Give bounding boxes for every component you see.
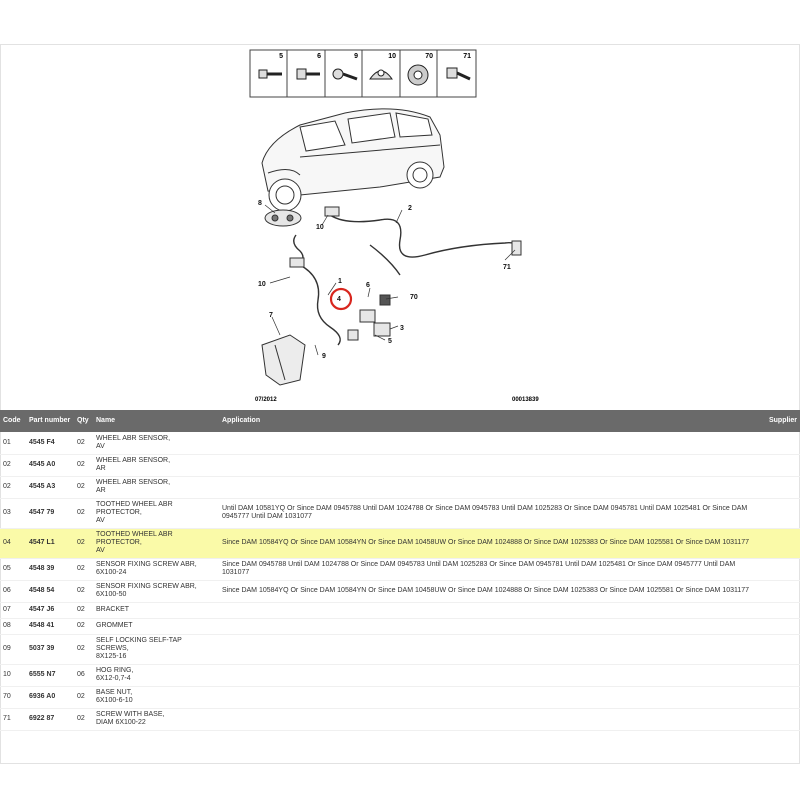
cell-part-name: TOOTHED WHEEL ABR PROTECTOR, AV xyxy=(93,498,219,528)
cell-part-name: GROMMET xyxy=(93,618,219,634)
cell-qty: 02 xyxy=(74,528,93,558)
cell-supplier xyxy=(754,432,800,454)
header-name: Name xyxy=(93,410,219,432)
cell-part-name: SCREW WITH BASE, DIAM 6X100-22 xyxy=(93,708,219,730)
parts-table xyxy=(0,410,800,731)
cell-code: 05 xyxy=(0,558,26,580)
cell-part-number: 4545 F4 xyxy=(26,432,74,454)
cell-supplier xyxy=(754,558,800,580)
cell-code: 70 xyxy=(0,686,26,708)
cell-application xyxy=(219,686,754,708)
cell-part-number: 4547 79 xyxy=(26,498,74,528)
table-row[interactable] xyxy=(0,558,800,580)
header-part-number: Part number xyxy=(26,410,74,432)
callout-4: 4 xyxy=(337,296,341,303)
top-part-6: 6 xyxy=(317,53,321,60)
table-row[interactable] xyxy=(0,686,800,708)
table-row[interactable] xyxy=(0,708,800,730)
cell-part-number: 4547 J6 xyxy=(26,602,74,618)
table-row[interactable] xyxy=(0,618,800,634)
table-header-row xyxy=(0,410,800,432)
frame-bottom-border xyxy=(0,763,800,764)
cell-part-name: SELF LOCKING SELF-TAP SCREWS, 8X125-16 xyxy=(93,634,219,664)
sensor-parts xyxy=(348,295,390,340)
cell-part-number: 4548 39 xyxy=(26,558,74,580)
cell-code: 07 xyxy=(0,602,26,618)
cell-part-name: WHEEL ABR SENSOR, AR xyxy=(93,454,219,476)
cell-code: 02 xyxy=(0,454,26,476)
cell-part-number: 5037 39 xyxy=(26,634,74,664)
cell-application: Since DAM 0945788 Until DAM 1024788 Or Since DAM 0945783 Until DAM 1025283 Or Since DAM 0945781 Until DAM 1025481 Or Since DAM 0945777 Until DAM 1031077 xyxy=(219,558,754,580)
cell-supplier xyxy=(754,708,800,730)
cell-supplier xyxy=(754,618,800,634)
table-row[interactable] xyxy=(0,528,800,558)
cell-qty: 02 xyxy=(74,454,93,476)
cell-application xyxy=(219,432,754,454)
cell-qty: 02 xyxy=(74,476,93,498)
header-application: Application xyxy=(219,410,754,432)
cell-application xyxy=(219,618,754,634)
callout-10a: 10 xyxy=(316,224,324,231)
cell-part-number: 6922 87 xyxy=(26,708,74,730)
callout-9: 9 xyxy=(322,353,326,360)
cell-part-name: SENSOR FIXING SCREW ABR, 6X100-24 xyxy=(93,558,219,580)
cell-qty: 02 xyxy=(74,432,93,454)
callout-8: 8 xyxy=(258,200,262,207)
cell-qty: 02 xyxy=(74,580,93,602)
callout-6: 6 xyxy=(366,282,370,289)
cell-supplier xyxy=(754,528,800,558)
top-part-9: 9 xyxy=(354,53,358,60)
exploded-view-diagram xyxy=(0,45,800,410)
figure-date-label: 07/2012 xyxy=(255,397,277,403)
cell-part-name: TOOTHED WHEEL ABR PROTECTOR, AV xyxy=(93,528,219,558)
cell-application: Since DAM 10584YQ Or Since DAM 10584YN Or Since DAM 10458UW Or Since DAM 1024888 Or Since DAM 1025383 Or Since DAM 1025581 Or Since DAM 1031177 xyxy=(219,580,754,602)
bracket-7 xyxy=(262,335,305,385)
cell-qty: 02 xyxy=(74,634,93,664)
header-code: Code xyxy=(0,410,26,432)
cell-code: 01 xyxy=(0,432,26,454)
table-row[interactable] xyxy=(0,664,800,686)
cell-application: Until DAM 10581YQ Or Since DAM 0945788 Until DAM 1024788 Or Since DAM 0945783 Until DAM 1025283 Or Since DAM 0945781 Until DAM 1025481 Or Since DAM 0945777 Until DAM 1031077 xyxy=(219,498,754,528)
cell-application xyxy=(219,634,754,664)
cell-part-name: HOG RING, 6X12-0,7-4 xyxy=(93,664,219,686)
base-nut-70-icon xyxy=(408,65,428,85)
cell-qty: 06 xyxy=(74,664,93,686)
cell-code: 08 xyxy=(0,618,26,634)
cell-supplier xyxy=(754,476,800,498)
cell-code: 09 xyxy=(0,634,26,664)
callout-3: 3 xyxy=(400,325,404,332)
top-part-10: 10 xyxy=(388,53,396,60)
cell-application xyxy=(219,602,754,618)
cell-qty: 02 xyxy=(74,708,93,730)
table-row[interactable] xyxy=(0,602,800,618)
sensor-connector xyxy=(290,207,521,267)
cell-code: 06 xyxy=(0,580,26,602)
table-row[interactable] xyxy=(0,454,800,476)
cell-part-number: 4548 54 xyxy=(26,580,74,602)
highlight-circle xyxy=(331,289,351,309)
sensor-cables xyxy=(294,215,520,345)
cell-part-number: 6555 N7 xyxy=(26,664,74,686)
cell-application xyxy=(219,664,754,686)
cell-qty: 02 xyxy=(74,558,93,580)
cell-code: 10 xyxy=(0,664,26,686)
cell-code: 03 xyxy=(0,498,26,528)
cell-part-name: WHEEL ABR SENSOR, AV xyxy=(93,432,219,454)
car-illustration xyxy=(262,109,444,211)
callout-5: 5 xyxy=(388,338,392,345)
cell-application: Since DAM 10584YQ Or Since DAM 10584YN Or Since DAM 10458UW Or Since DAM 1024888 Or Since DAM 1025383 Or Since DAM 1025581 Or Since DAM 1031177 xyxy=(219,528,754,558)
fastener-strip xyxy=(250,50,476,97)
cell-qty: 02 xyxy=(74,618,93,634)
cell-supplier xyxy=(754,634,800,664)
callout-1: 1 xyxy=(338,278,342,285)
cell-supplier xyxy=(754,454,800,476)
table-body xyxy=(0,432,800,730)
top-part-70: 70 xyxy=(425,53,433,60)
figure-ref-label: 00013839 xyxy=(512,397,539,403)
cell-code: 02 xyxy=(0,476,26,498)
cell-qty: 02 xyxy=(74,602,93,618)
cell-part-name: BRACKET xyxy=(93,602,219,618)
cell-supplier xyxy=(754,580,800,602)
cell-qty: 02 xyxy=(74,498,93,528)
cell-part-name: WHEEL ABR SENSOR, AR xyxy=(93,476,219,498)
callout-70: 70 xyxy=(410,294,418,301)
cell-supplier xyxy=(754,602,800,618)
cell-part-number: 4548 41 xyxy=(26,618,74,634)
table-row[interactable] xyxy=(0,634,800,664)
cell-part-name: BASE NUT, 6X100-6-10 xyxy=(93,686,219,708)
table-row[interactable] xyxy=(0,432,800,454)
cell-code: 71 xyxy=(0,708,26,730)
header-qty: Qty xyxy=(74,410,93,432)
callout-7: 7 xyxy=(269,312,273,319)
header-supplier: Supplier xyxy=(754,410,800,432)
cell-code: 04 xyxy=(0,528,26,558)
table-row[interactable] xyxy=(0,498,800,528)
cell-supplier xyxy=(754,664,800,686)
table-row[interactable] xyxy=(0,580,800,602)
cell-part-number: 4545 A3 xyxy=(26,476,74,498)
cell-supplier xyxy=(754,686,800,708)
cell-part-number: 4547 L1 xyxy=(26,528,74,558)
cell-supplier xyxy=(754,498,800,528)
callout-71: 71 xyxy=(503,264,511,271)
cell-application xyxy=(219,476,754,498)
cell-part-number: 6936 A0 xyxy=(26,686,74,708)
cell-qty: 02 xyxy=(74,686,93,708)
cell-part-name: SENSOR FIXING SCREW ABR, 6X100-50 xyxy=(93,580,219,602)
callout-10b: 10 xyxy=(258,281,266,288)
callout-2: 2 xyxy=(408,205,412,212)
top-part-71: 71 xyxy=(463,53,471,60)
top-part-5: 5 xyxy=(279,53,283,60)
grommet-8 xyxy=(265,210,301,226)
cell-application xyxy=(219,454,754,476)
table-row[interactable] xyxy=(0,476,800,498)
cell-part-number: 4545 A0 xyxy=(26,454,74,476)
cell-application xyxy=(219,708,754,730)
